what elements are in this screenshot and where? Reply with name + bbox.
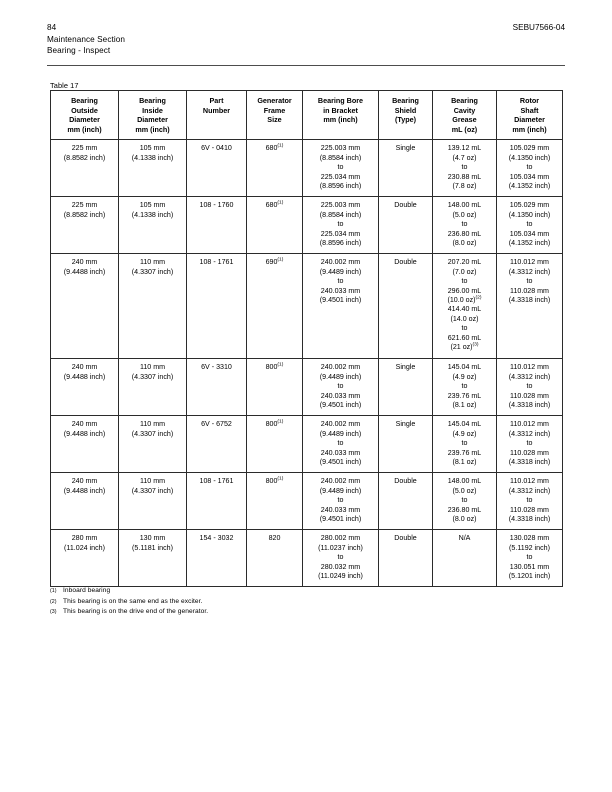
cell-inside-diameter <box>119 254 187 359</box>
cell-rotor-shaft-diameter <box>497 197 563 254</box>
footnote-reference: (1) <box>277 258 284 264</box>
cell-bearing-shield-value: Single <box>395 420 416 429</box>
column-header-line: Grease <box>452 115 477 125</box>
column-header-3 <box>247 91 303 140</box>
cell-bearing-bore-line: 240.002 mm <box>320 477 361 486</box>
cell-bearing-bore-line: (9.4489 inch) <box>319 429 362 438</box>
column-header-line: Number <box>202 105 231 115</box>
cell-rotor-shaft-diameter-line: (5.1201 inch) <box>508 572 551 580</box>
cell-bearing-bore-line: 225.034 mm <box>320 172 361 181</box>
cell-rotor-shaft-diameter-line: to <box>526 553 533 562</box>
cell-inside-diameter <box>119 140 187 197</box>
footnote-text: Inboard bearing <box>63 587 111 594</box>
column-header-line: Rotor <box>519 96 540 105</box>
cell-bearing-shield <box>379 197 433 254</box>
cell-inside-diameter <box>119 197 187 254</box>
cell-bearing-cavity-grease-line: 236.80 mL <box>447 229 482 238</box>
column-header-line: Part <box>209 96 224 105</box>
cell-bearing-bore-line: (9.4489 inch) <box>319 372 362 381</box>
cell-bearing-bore-line: 225.034 mm <box>320 229 361 238</box>
cell-bearing-shield <box>379 530 433 587</box>
cell-inside-diameter-line: 105 mm <box>139 144 166 153</box>
column-header-line: Shield <box>394 105 417 115</box>
cell-rotor-shaft-diameter-line: 105.034 mm <box>509 229 550 238</box>
column-header-line: mm (inch) <box>67 124 102 134</box>
table-row <box>51 416 563 473</box>
cell-bearing-cavity-grease-line: (4.9 oz) <box>452 372 477 381</box>
cell-bearing-cavity-grease-line: 239.76 mL <box>447 448 482 457</box>
cell-frame-size <box>247 530 303 587</box>
cell-rotor-shaft-diameter <box>497 359 563 416</box>
cell-part-number <box>187 254 247 359</box>
footnote-marker: (2) <box>50 598 57 605</box>
footnote-text: This bearing is on the drive end of the generator. <box>63 608 209 616</box>
cell-outside-diameter-line: 240 mm <box>71 258 98 267</box>
column-header-5 <box>379 91 433 140</box>
cell-bearing-cavity-grease-line: to <box>461 382 468 391</box>
cell-bearing-bore-line: to <box>337 439 344 448</box>
cell-bearing-cavity-grease-line: (5.0 oz) <box>452 486 477 495</box>
cell-outside-diameter <box>51 530 119 587</box>
cell-bearing-bore-line: (8.8596 inch) <box>319 239 362 247</box>
column-header-line: mm (inch) <box>323 115 358 125</box>
cell-bearing-cavity-grease-line: (8.1 oz) <box>452 401 477 409</box>
cell-bearing-shield <box>379 359 433 416</box>
cell-rotor-shaft-diameter-line: 105.029 mm <box>509 144 550 153</box>
cell-part-number <box>187 140 247 197</box>
cell-bearing-cavity-grease-line: (8.1 oz) <box>452 458 477 466</box>
cell-bearing-cavity-grease-line: 148.00 mL <box>447 201 482 210</box>
cell-inside-diameter-line: 110 mm <box>139 477 166 486</box>
cell-bearing-bore-line: 280.032 mm <box>320 562 361 571</box>
cell-part-number <box>187 530 247 587</box>
cell-rotor-shaft-diameter-line: (4.3318 inch) <box>508 296 551 304</box>
cell-bearing-bore-line: (9.4489 inch) <box>319 486 362 495</box>
cell-rotor-shaft-diameter-line: to <box>526 439 533 448</box>
footnote-list <box>50 586 562 618</box>
cell-bearing-cavity-grease-line: 239.76 mL <box>447 391 482 400</box>
cell-bearing-bore-line: (8.8584 inch) <box>319 153 362 162</box>
cell-bearing-bore <box>303 416 379 473</box>
cell-bearing-cavity-grease-line: (7.0 oz) <box>452 267 477 276</box>
cell-frame-size <box>247 197 303 254</box>
cell-bearing-bore-line: (9.4501 inch) <box>319 515 362 523</box>
table-row <box>51 140 563 197</box>
cell-frame-size <box>247 359 303 416</box>
cell-rotor-shaft-diameter <box>497 416 563 473</box>
bearing-specification-table <box>50 90 563 587</box>
footnote-reference: (1) <box>277 363 284 369</box>
cell-bearing-cavity-grease-line: 236.80 mL <box>447 505 482 514</box>
table-row <box>51 197 563 254</box>
cell-inside-diameter-line: (4.3307 inch) <box>131 372 174 381</box>
cell-bearing-bore-line: 225.003 mm <box>320 201 361 210</box>
cell-frame-size <box>247 473 303 530</box>
column-header-line: Diameter <box>514 115 545 125</box>
cell-part-number-value: 154 - 3032 <box>199 534 234 543</box>
cell-bearing-bore-line: to <box>337 163 344 172</box>
cell-part-number <box>187 473 247 530</box>
cell-bearing-cavity-grease <box>433 140 497 197</box>
cell-outside-diameter-line: (9.4488 inch) <box>63 372 106 381</box>
cell-inside-diameter-line: 105 mm <box>139 201 166 210</box>
column-header-line: Cavity <box>453 105 476 115</box>
cell-inside-diameter <box>119 359 187 416</box>
cell-bearing-cavity-grease-line: (4.9 oz) <box>452 429 477 438</box>
cell-rotor-shaft-diameter-line: to <box>526 382 533 391</box>
cell-outside-diameter-line: 240 mm <box>71 477 98 486</box>
cell-bearing-shield-value: Double <box>394 258 417 267</box>
header-left-block <box>47 22 125 57</box>
cell-bearing-bore <box>303 140 379 197</box>
column-header-line: (Type) <box>394 115 417 125</box>
cell-rotor-shaft-diameter-line: (4.3312 inch) <box>508 372 551 381</box>
cell-inside-diameter-line: (4.3307 inch) <box>131 429 174 438</box>
cell-outside-diameter-line: (9.4488 inch) <box>63 486 106 495</box>
cell-bearing-bore-line: (9.4501 inch) <box>319 296 362 304</box>
cell-bearing-shield <box>379 473 433 530</box>
cell-rotor-shaft-diameter-line: to <box>526 220 533 229</box>
cell-inside-diameter-line: (5.1181 inch) <box>132 543 173 552</box>
cell-bearing-cavity-grease-line: 414.40 mL <box>447 305 482 314</box>
table-row <box>51 254 563 359</box>
cell-rotor-shaft-diameter-line: 105.034 mm <box>509 172 550 181</box>
cell-bearing-bore-line: (9.4501 inch) <box>319 401 362 409</box>
column-header-line: Frame <box>263 105 286 115</box>
cell-part-number-value: 6V - 3310 <box>201 363 232 372</box>
cell-inside-diameter-line: 110 mm <box>139 420 166 429</box>
cell-rotor-shaft-diameter <box>497 140 563 197</box>
cell-frame-size <box>247 416 303 473</box>
cell-bearing-bore-line: 240.033 mm <box>320 448 361 457</box>
cell-bearing-shield-value: Single <box>395 363 416 372</box>
cell-outside-diameter-line: 225 mm <box>71 144 98 153</box>
cell-rotor-shaft-diameter-line: (4.3312 inch) <box>508 267 551 276</box>
cell-bearing-shield-value: Double <box>394 201 417 210</box>
column-header-line: Bearing <box>139 96 166 105</box>
cell-outside-diameter-line: (8.8582 inch) <box>63 210 106 219</box>
cell-bearing-bore <box>303 359 379 416</box>
cell-bearing-cavity-grease-line: (21 oz)$^{(3)}$ <box>450 342 479 352</box>
table-body <box>51 140 563 587</box>
cell-bearing-bore-line: (9.4501 inch) <box>319 458 362 466</box>
cell-outside-diameter-line: (8.8582 inch) <box>63 153 106 162</box>
cell-bearing-bore-line: 240.002 mm <box>320 258 361 267</box>
column-header-2 <box>187 91 247 140</box>
cell-inside-diameter-line: 110 mm <box>139 258 166 267</box>
column-header-line: in Bracket <box>323 105 358 115</box>
cell-inside-diameter <box>119 416 187 473</box>
cell-bearing-cavity-grease-line: (8.0 oz) <box>452 515 477 523</box>
cell-rotor-shaft-diameter-line: 130.051 mm <box>509 562 550 571</box>
bearing-specification-table-wrapper <box>50 90 562 587</box>
cell-bearing-bore-line: to <box>337 496 344 505</box>
cell-frame-size-value: 680$^{(1)}$ <box>265 144 284 153</box>
cell-bearing-bore-line: to <box>337 382 344 391</box>
header-divider <box>47 65 565 66</box>
cell-rotor-shaft-diameter-line: (4.3312 inch) <box>508 486 551 495</box>
column-header-line: Bearing Bore <box>317 96 364 105</box>
column-header-line: mm (inch) <box>135 124 170 134</box>
column-header-line: Bearing <box>451 96 478 105</box>
footnote-reference: (2) <box>475 295 482 301</box>
cell-bearing-bore-line: to <box>337 553 344 562</box>
cell-bearing-bore-line: (8.8584 inch) <box>319 210 362 219</box>
section-name: Maintenance Section <box>47 34 126 44</box>
cell-bearing-cavity-grease <box>433 473 497 530</box>
footnote-item <box>50 607 562 617</box>
column-header-0 <box>51 91 119 140</box>
cell-inside-diameter <box>119 530 187 587</box>
topic-name: Bearing - Inspect <box>47 46 111 55</box>
cell-outside-diameter <box>51 359 119 416</box>
cell-rotor-shaft-diameter-line: to <box>526 163 533 172</box>
cell-frame-size <box>247 140 303 197</box>
column-header-line: Diameter <box>137 115 168 125</box>
cell-bearing-bore-line: 240.002 mm <box>320 363 361 372</box>
cell-bearing-cavity-grease-line: to <box>461 220 468 229</box>
cell-part-number <box>187 359 247 416</box>
cell-bearing-bore-line: (9.4489 inch) <box>319 267 362 276</box>
cell-bearing-bore-line: 240.002 mm <box>320 420 361 429</box>
cell-bearing-cavity-grease-line: 296.00 mL <box>447 286 482 295</box>
cell-rotor-shaft-diameter <box>497 254 563 359</box>
cell-bearing-bore-line: (11.0249 inch) <box>318 572 363 580</box>
cell-inside-diameter-line: 130 mm <box>139 534 166 543</box>
cell-bearing-cavity-grease-line: 145.04 mL <box>447 420 482 429</box>
cell-rotor-shaft-diameter-line: 110.028 mm <box>510 505 549 514</box>
cell-bearing-cavity-grease-line: (5.0 oz) <box>452 210 477 219</box>
column-header-1 <box>119 91 187 140</box>
cell-rotor-shaft-diameter-line: 105.029 mm <box>509 201 550 210</box>
column-header-line: Inside <box>142 105 163 115</box>
cell-inside-diameter-line: (4.1338 inch) <box>131 153 174 162</box>
column-header-4 <box>303 91 379 140</box>
cell-outside-diameter-line: 280 mm <box>71 534 98 543</box>
cell-rotor-shaft-diameter-line: (5.1192 inch) <box>509 543 550 552</box>
cell-frame-size-value: 800$^{(1)}$ <box>265 363 284 372</box>
cell-outside-diameter <box>51 473 119 530</box>
column-header-line: Size <box>267 115 282 125</box>
footnote-reference: (3) <box>472 342 479 348</box>
cell-bearing-cavity-grease-line: (4.7 oz) <box>452 153 477 162</box>
cell-rotor-shaft-diameter-line: 110.028 mm <box>510 448 549 457</box>
cell-bearing-cavity-grease-line: 139.12 mL <box>447 144 482 153</box>
cell-bearing-cavity-grease-line: to <box>461 496 468 505</box>
cell-rotor-shaft-diameter <box>497 473 563 530</box>
footnote-reference: (1) <box>277 477 284 483</box>
cell-bearing-bore-line: 240.033 mm <box>320 286 361 295</box>
cell-bearing-cavity-grease-line: 207.20 mL <box>447 258 482 267</box>
table-row <box>51 473 563 530</box>
cell-part-number-value: 108 - 1761 <box>199 477 234 486</box>
cell-outside-diameter-line: 240 mm <box>71 420 98 429</box>
cell-bearing-cavity-grease <box>433 359 497 416</box>
cell-part-number-value: 6V - 6752 <box>201 420 232 429</box>
cell-inside-diameter-line: 110 mm <box>139 363 166 372</box>
cell-inside-diameter-line: (4.3307 inch) <box>131 267 174 276</box>
cell-bearing-shield <box>379 254 433 359</box>
cell-rotor-shaft-diameter-line: (4.3318 inch) <box>508 458 551 466</box>
cell-outside-diameter <box>51 140 119 197</box>
cell-rotor-shaft-diameter-line: (4.1352 inch) <box>508 182 551 190</box>
cell-outside-diameter-line: 240 mm <box>71 363 98 372</box>
cell-bearing-bore <box>303 254 379 359</box>
cell-rotor-shaft-diameter-line: 110.028 mm <box>510 391 549 400</box>
cell-rotor-shaft-diameter-line: (4.1352 inch) <box>508 239 551 247</box>
footnote-item <box>50 586 562 596</box>
cell-bearing-bore-line: 240.033 mm <box>320 391 361 400</box>
cell-bearing-cavity-grease-line: N/A <box>458 534 471 543</box>
cell-part-number-value: 108 - 1761 <box>199 258 234 267</box>
page-header <box>47 22 565 57</box>
cell-rotor-shaft-diameter-line: 110.012 mm <box>510 258 549 267</box>
cell-bearing-cavity-grease-line: (8.0 oz) <box>452 239 477 247</box>
column-header-line: Generator <box>257 96 292 105</box>
column-header-line: mL (oz) <box>451 124 478 134</box>
cell-frame-size-value: 800$^{(1)}$ <box>265 420 284 429</box>
cell-bearing-shield-value: Double <box>394 534 417 543</box>
table-header-row <box>51 91 563 140</box>
cell-bearing-cavity-grease-line: to <box>461 163 468 172</box>
cell-rotor-shaft-diameter-line: 110.012 mm <box>510 363 549 372</box>
cell-part-number-value: 108 - 1760 <box>199 201 234 210</box>
table-row <box>51 530 563 587</box>
cell-bearing-cavity-grease <box>433 254 497 359</box>
cell-bearing-cavity-grease-line: 230.88 mL <box>447 172 482 181</box>
document-id: SEBU7566-04 <box>512 23 565 32</box>
cell-outside-diameter-line: (9.4488 inch) <box>63 267 106 276</box>
cell-rotor-shaft-diameter-line: to <box>526 277 533 286</box>
cell-frame-size <box>247 254 303 359</box>
cell-rotor-shaft-diameter-line: (4.3312 inch) <box>508 429 551 438</box>
cell-frame-size-value: 820 <box>268 534 281 543</box>
footnote-item <box>50 597 562 607</box>
cell-bearing-cavity-grease <box>433 416 497 473</box>
cell-bearing-cavity-grease-line: (10.0 oz)$^{(2)}$ <box>447 295 482 304</box>
footnote-reference: (1) <box>277 201 284 207</box>
footnote-marker: (1) <box>50 588 57 594</box>
column-header-line: mm (inch) <box>512 124 547 134</box>
column-header-line: Shaft <box>520 105 539 115</box>
table-row <box>51 359 563 416</box>
column-header-6 <box>433 91 497 140</box>
cell-frame-size-value: 800$^{(1)}$ <box>265 477 284 486</box>
cell-inside-diameter-line: (4.1338 inch) <box>131 210 174 219</box>
cell-rotor-shaft-diameter-line: to <box>526 496 533 505</box>
cell-frame-size-value: 680$^{(1)}$ <box>265 201 284 210</box>
cell-bearing-cavity-grease-line: 621.60 mL <box>447 333 482 342</box>
cell-part-number-value: 6V - 0410 <box>201 144 232 153</box>
cell-outside-diameter <box>51 197 119 254</box>
cell-bearing-shield <box>379 140 433 197</box>
page-number: 84 <box>47 23 57 32</box>
cell-bearing-cavity-grease-line: (7.8 oz) <box>452 182 477 190</box>
table-caption: Table 17 <box>50 81 79 90</box>
cell-rotor-shaft-diameter-line: 110.028 mm <box>510 286 549 295</box>
cell-rotor-shaft-diameter <box>497 530 563 587</box>
column-header-line: Outside <box>71 105 98 115</box>
footnote-reference: (1) <box>277 420 284 426</box>
cell-bearing-cavity-grease-line: to <box>461 439 468 448</box>
cell-inside-diameter <box>119 473 187 530</box>
cell-bearing-cavity-grease-line: 148.00 mL <box>447 477 482 486</box>
cell-rotor-shaft-diameter-line: 110.012 mm <box>510 477 549 486</box>
column-header-7 <box>497 91 563 140</box>
cell-bearing-bore-line: to <box>337 220 344 229</box>
cell-bearing-shield <box>379 416 433 473</box>
cell-rotor-shaft-diameter-line: (4.3318 inch) <box>508 515 551 523</box>
cell-outside-diameter <box>51 416 119 473</box>
cell-bearing-bore-line: (8.8596 inch) <box>319 182 362 190</box>
cell-bearing-cavity-grease-line: 145.04 mL <box>447 363 482 372</box>
cell-bearing-shield-value: Double <box>394 477 417 486</box>
cell-rotor-shaft-diameter-line: (4.3318 inch) <box>508 401 551 409</box>
cell-bearing-bore-line: 240.033 mm <box>320 505 361 514</box>
table-header-row-group <box>51 91 563 140</box>
footnote-text: This bearing is on the same end as the exciter. <box>63 597 203 605</box>
cell-bearing-bore-line: (11.0237 inch) <box>318 543 363 552</box>
cell-bearing-cavity-grease <box>433 197 497 254</box>
cell-bearing-cavity-grease-line: (14.0 oz) <box>450 314 479 323</box>
column-header-line: Bearing <box>71 96 98 105</box>
cell-outside-diameter <box>51 254 119 359</box>
cell-bearing-shield-value: Single <box>395 144 416 153</box>
cell-frame-size-value: 690$^{(1)}$ <box>265 258 284 267</box>
cell-bearing-bore <box>303 197 379 254</box>
cell-outside-diameter-line: (11.024 inch) <box>64 543 105 552</box>
column-header-line: Bearing <box>392 96 419 105</box>
cell-bearing-bore-line: 280.002 mm <box>320 534 361 543</box>
cell-bearing-bore <box>303 530 379 587</box>
cell-rotor-shaft-diameter-line: (4.1350 inch) <box>508 153 551 162</box>
cell-bearing-cavity-grease-line: to <box>461 324 468 333</box>
cell-bearing-bore <box>303 473 379 530</box>
cell-bearing-cavity-grease-line: to <box>461 277 468 286</box>
column-header-line: Diameter <box>69 115 100 125</box>
cell-bearing-bore-line: 225.003 mm <box>320 144 361 153</box>
cell-part-number <box>187 197 247 254</box>
cell-rotor-shaft-diameter-line: 130.028 mm <box>509 534 550 543</box>
footnote-reference: (1) <box>277 144 284 150</box>
cell-rotor-shaft-diameter-line: 110.012 mm <box>510 420 549 429</box>
cell-rotor-shaft-diameter-line: (4.1350 inch) <box>508 210 551 219</box>
cell-part-number <box>187 416 247 473</box>
cell-outside-diameter-line: 225 mm <box>71 201 98 210</box>
footnote-marker: (3) <box>50 609 57 616</box>
cell-bearing-bore-line: to <box>337 277 344 286</box>
cell-outside-diameter-line: (9.4488 inch) <box>63 429 106 438</box>
cell-inside-diameter-line: (4.3307 inch) <box>131 486 174 495</box>
cell-bearing-cavity-grease <box>433 530 497 587</box>
